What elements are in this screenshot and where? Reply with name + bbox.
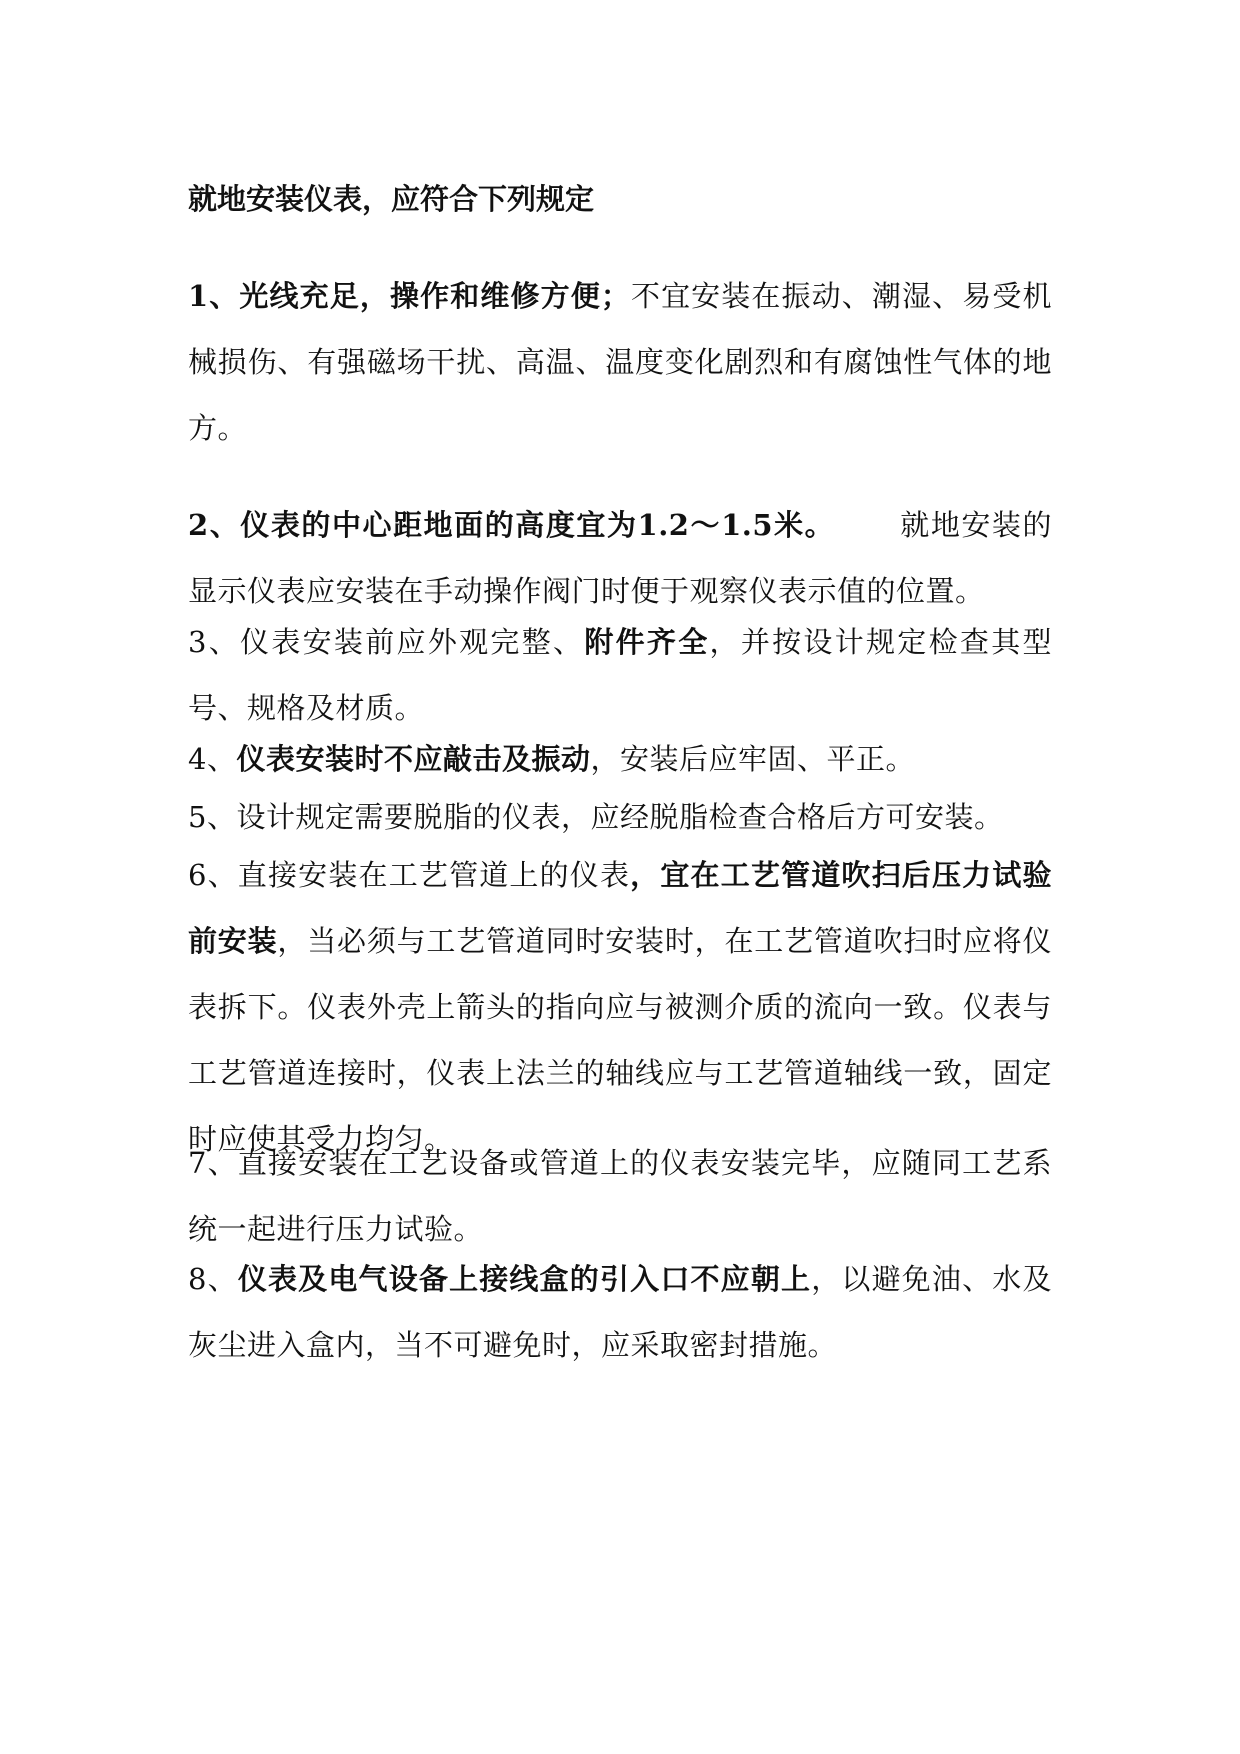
item-8-text: ，以避免油、水及灰尘进入盒内，当不可避免时，应采取密封措施。	[188, 1262, 1052, 1362]
item-4-bold-text: 仪表安装时不应敲击及振动	[236, 742, 591, 776]
item-4-text: ，安装后应牢固、平正。	[590, 742, 915, 776]
item-7-text: 7、直接安装在工艺设备或管道上的仪表安装完毕，应随同工艺系统一起进行压力试验。	[188, 1146, 1052, 1246]
document-title: 就地安装仪表，应符合下列规定	[188, 182, 595, 216]
list-item	[188, 784, 1052, 850]
item-2-paragraph	[188, 492, 1052, 624]
item-5-paragraph	[188, 784, 1052, 850]
item-3-bold-text: 附件齐全	[584, 625, 710, 659]
item-3-prefix: 3、仪表安装前应外观完整、	[188, 625, 585, 659]
list-item	[188, 1130, 1052, 1262]
list-item	[188, 1246, 1052, 1378]
item-8-bold-text: 仪表及电气设备上接线盒的引入口不应朝上	[237, 1262, 812, 1296]
item-4-paragraph	[188, 726, 1052, 792]
item-7-paragraph	[188, 1130, 1052, 1262]
item-6-bold-text: ，宜在工艺管道吹扫后压力试验前安装	[188, 858, 1052, 958]
item-6-paragraph	[188, 842, 1052, 1172]
item-1-paragraph	[188, 263, 1052, 461]
item-4-prefix: 4、	[188, 742, 237, 776]
list-item	[188, 842, 1052, 1172]
item-2-bold-text: 2、仪表的中心距地面的高度宜为1.2～1.5米。	[188, 508, 836, 542]
list-item	[188, 492, 1052, 624]
item-3-paragraph	[188, 609, 1052, 741]
item-2-text: 就地安装的显示仪表应安装在手动操作阀门时便于观察仪表示值的位置。	[188, 508, 1052, 608]
item-1-text: 不宜安装在振动、潮湿、易受机械损伤、有强磁场干扰、高温、温度变化剧烈和有腐蚀性气体的地方。	[188, 279, 1052, 445]
item-6-text: ，当必须与工艺管道同时安装时，在工艺管道吹扫时应将仪表拆下。仪表外壳上箭头的指向应与被测介质的流向一致。仪表与工艺管道连接时，仪表上法兰的轴线应与工艺管道轴线一致，固定时应使其受力均匀。	[188, 924, 1052, 1156]
list-item	[188, 726, 1052, 792]
item-6-prefix: 6、直接安装在工艺管道上的仪表	[188, 858, 631, 892]
item-5-text: 5、设计规定需要脱脂的仪表，应经脱脂检查合格后方可安装。	[188, 800, 1004, 834]
list-item	[188, 263, 1052, 461]
item-3-text: ，并按设计规定检查其型号、规格及材质。	[188, 625, 1052, 725]
item-8-prefix: 8、	[188, 1262, 238, 1296]
list-item	[188, 609, 1052, 741]
item-8-paragraph	[188, 1246, 1052, 1378]
item-1-bold-text: 1、光线充足，操作和维修方便；	[188, 279, 631, 313]
